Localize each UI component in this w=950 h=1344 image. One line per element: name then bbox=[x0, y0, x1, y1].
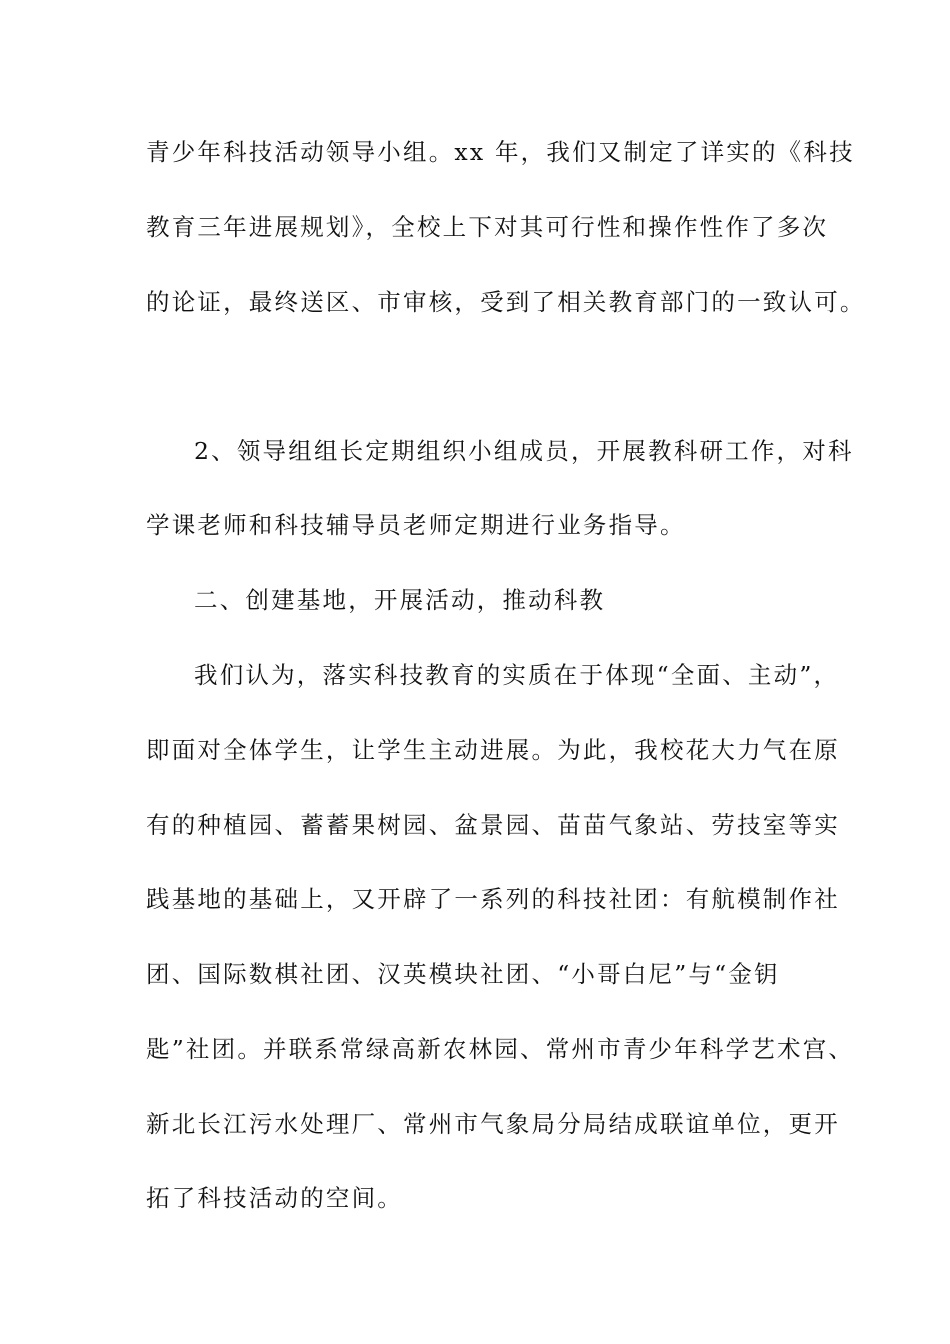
paragraph-3-line-4: 践基地的基础上，又开辟了一系列的科技社团：有航模制作社 bbox=[146, 885, 840, 913]
paragraph-1-line-2: 教育三年进展规划》，全校上下对其可行性和操作性作了多次 bbox=[146, 213, 829, 241]
paragraph-3-line-2: 即面对全体学生，让学生主动进展。为此，我校花大力气在原 bbox=[146, 736, 840, 764]
paragraph-3-line-6: 匙”社团。并联系常绿高新农林园、常州市青少年科学艺术宫、 bbox=[146, 1035, 855, 1063]
paragraph-1-line-3: 的论证，最终送区、市审核，受到了相关教育部门的一致认可。 bbox=[146, 288, 866, 316]
paragraph-3-line-5: 团、国际数棋社团、汉英模块社团、“小哥白尼”与“金钥 bbox=[146, 960, 780, 988]
paragraph-1-line-1: 青少年科技活动领导小组。xx 年，我们又制定了详实的《科技 bbox=[146, 138, 855, 166]
paragraph-3-line-3: 有的种植园、蓄蓄果树园、盆景园、苗苗气象站、劳技室等实 bbox=[146, 811, 840, 839]
paragraph-3-line-1: 我们认为，落实科技教育的实质在于体现“全面、主动”， bbox=[194, 661, 840, 689]
paragraph-2-line-1: 2、领导组组长定期组织小组成员，开展教科研工作，对科 bbox=[194, 437, 854, 465]
paragraph-3-line-7: 新北长江污水处理厂、常州市气象局分局结成联谊单位，更开 bbox=[146, 1110, 840, 1138]
section-heading: 二、创建基地，开展活动，推动科教 bbox=[194, 586, 606, 614]
paragraph-3-line-8: 拓了科技活动的空间。 bbox=[146, 1184, 403, 1212]
paragraph-2-line-2: 学课老师和科技辅导员老师定期进行业务指导。 bbox=[146, 511, 686, 539]
